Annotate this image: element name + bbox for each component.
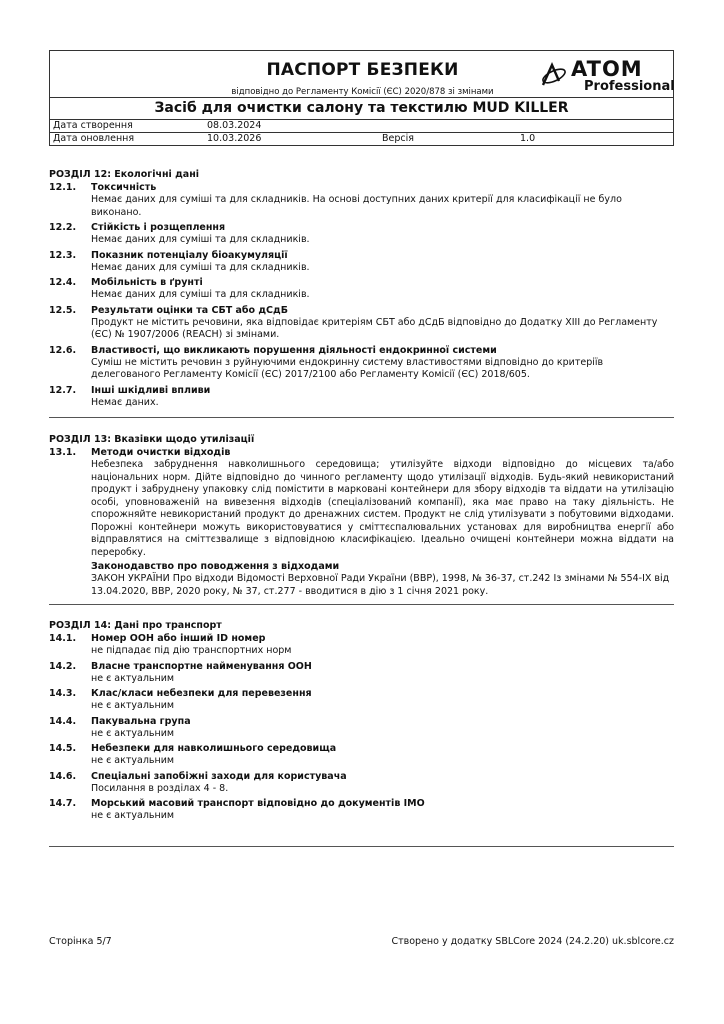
item-title: Результати оцінки та СБТ або дСдБ xyxy=(91,304,288,316)
logo-wordmark: ATOM xyxy=(571,57,643,81)
section-13 xyxy=(49,433,674,598)
item-12-6 xyxy=(49,344,674,382)
product-name: Засіб для очистки салону та текстилю MUD KILLER xyxy=(49,98,674,120)
item-12-1 xyxy=(49,181,674,219)
item-12-7 xyxy=(49,384,674,410)
document-title: ПАСПОРТ БЕЗПЕКИ xyxy=(266,60,459,80)
item-title: Мобільність в ґрунті xyxy=(91,277,203,288)
section-divider xyxy=(49,417,674,418)
item-number: 12.1. xyxy=(49,182,77,193)
section-14 xyxy=(49,619,674,823)
item-title: Спеціальні запобіжні заходи для користувача xyxy=(91,770,347,782)
atom-professional-logo xyxy=(539,57,675,94)
item-14-6 xyxy=(49,770,674,796)
item-number: 12.5. xyxy=(49,304,77,316)
item-title: Морський масовий транспорт відповідно до документів IMO xyxy=(91,798,425,809)
item-text: не є актуальним xyxy=(91,700,175,711)
section-13-title: РОЗДІЛ 13: Вказівки щодо утилізації xyxy=(49,434,255,445)
item-14-4 xyxy=(49,715,674,741)
item-text: не є актуальним xyxy=(91,727,175,739)
legislation-text: ЗАКОН УКРАЇНИ Про відходи Відомості Верховної Ради України (ВВР), 1998, № 36-37, ст.242 Із змінами № 554-IX від 13.04.2020, ВВР, 2020 року, № 37, ст.277 - вводитися в дію з 1 січня 2021 року. xyxy=(91,573,670,597)
item-text: Немає даних для суміші та для складників. xyxy=(91,234,310,245)
item-title: Інші шкідливі впливи xyxy=(91,384,211,396)
item-13-1 xyxy=(49,446,674,598)
item-number: 12.3. xyxy=(49,249,77,261)
item-14-5 xyxy=(49,742,674,768)
updated-date: 10.03.2026 xyxy=(207,133,262,144)
item-number: 14.7. xyxy=(49,798,77,809)
document-header xyxy=(49,50,674,98)
created-label: Дата створення xyxy=(53,120,133,131)
document-meta-table xyxy=(49,120,674,146)
item-text: Немає даних для суміші та для складників. xyxy=(91,261,310,273)
item-number: 14.1. xyxy=(49,633,77,644)
item-number: 14.6. xyxy=(49,770,77,782)
created-with-note: Створено у додатку SBLCore 2024 (24.2.20) uk.sblcore.cz xyxy=(391,936,674,947)
item-text: Суміш не містить речовин з руйнуючими ендокринну систему властивостями відповідно до критеріїв делегованого Регламенту Комісії (ЄС) 2017/2100 або Регламенту Комісії (ЄС) 2018/605. xyxy=(91,356,604,380)
legislation-title: Законодавство про поводження з відходами xyxy=(91,561,340,572)
item-number: 12.4. xyxy=(49,277,77,288)
item-title: Небезпеки для навколишнього середовища xyxy=(91,743,337,754)
item-text: не є актуальним xyxy=(91,672,175,684)
item-number: 14.3. xyxy=(49,688,77,699)
meta-row-created xyxy=(50,120,673,132)
item-text: Немає даних для суміші та для складників. xyxy=(91,289,310,300)
section-12 xyxy=(49,168,674,409)
item-number: 13.1. xyxy=(49,447,77,458)
item-12-2 xyxy=(49,221,674,247)
item-title: Пакувальна група xyxy=(91,715,191,727)
item-12-4 xyxy=(49,276,674,302)
item-number: 12.6. xyxy=(49,344,77,356)
meta-row-updated xyxy=(50,132,673,145)
version-label: Версія xyxy=(382,133,414,144)
item-number: 14.4. xyxy=(49,715,77,727)
item-title: Методи очистки відходів xyxy=(91,447,231,458)
item-14-1 xyxy=(49,632,674,658)
item-text: не підпадає під дію транспортних норм xyxy=(91,645,292,656)
item-14-2 xyxy=(49,660,674,686)
item-number: 14.2. xyxy=(49,660,77,672)
item-title: Номер ООН або інший ID номер xyxy=(91,633,266,644)
item-title: Власне транспортне найменування ООН xyxy=(91,660,312,672)
created-date: 08.03.2024 xyxy=(207,120,262,131)
item-text: Немає даних для суміші та для складників. На основі доступних даних критерії для класифікації не було виконано. xyxy=(91,194,622,218)
item-title: Стійкість і розщеплення xyxy=(91,222,226,233)
item-text: Продукт не містить речовини, яка відповідає критеріям СБТ або дСдБ відповідно до Додатку XIII до Регламенту (ЄС) № 1907/2006 (REACH) зі змінами. xyxy=(91,316,658,340)
item-title: Показник потенціалу біоакумуляції xyxy=(91,249,288,261)
section-divider xyxy=(49,846,674,847)
item-text: Небезпека забруднення навколишнього середовища; утилізуйте відходи відповідно до місцевих та/або національних норм. Дійте відповідно до чинного регламенту щодо утилізації відходів. Будь-який невикористаний продукт і забруднену упаковку слід помістити в марковані контейнери для збору відходів та віддати на утилізацію особі, уповноваженій на вивезення відходів (спеціалізований компанії), яка має право на таку діяльність. Не спорожняйте невикористаний продукт до дренажних систем. Продукт не слід утилізувати з побутовими відходами. Порожні контейнери можуть використовуватися у сміттєспалювальних установах для виробництва енергії або відправлятися на сміттєзвалище з відповідною класифікацією. Ідеально очищені контейнери можна віддати на переробку. xyxy=(91,459,674,558)
atom-logo-icon xyxy=(539,59,569,89)
item-number: 12.2. xyxy=(49,222,77,233)
item-12-3 xyxy=(49,249,674,275)
section-14-title: РОЗДІЛ 14: Дані про транспорт xyxy=(49,620,222,631)
item-14-3 xyxy=(49,687,674,713)
item-number: 12.7. xyxy=(49,384,77,396)
item-text: Немає даних. xyxy=(91,396,159,408)
item-number: 14.5. xyxy=(49,743,77,754)
item-text: не є актуальним xyxy=(91,810,175,821)
sds-page xyxy=(49,50,674,146)
item-title: Клас/класи небезпеки для перевезення xyxy=(91,688,312,699)
item-text: не є актуальним xyxy=(91,755,175,766)
version-value: 1.0 xyxy=(520,133,536,144)
item-14-7 xyxy=(49,797,674,823)
section-12-title: РОЗДІЛ 12: Екологічні дані xyxy=(49,169,200,180)
item-12-5 xyxy=(49,304,674,342)
section-divider xyxy=(49,604,674,605)
logo-subtitle: Professional xyxy=(584,79,675,94)
page-number: Сторінка 5/7 xyxy=(49,936,112,947)
item-title: Властивості, що викликають порушення діяльності ендокринної системи xyxy=(91,344,497,356)
updated-label: Дата оновлення xyxy=(53,133,135,144)
document-subtitle: відповідно до Регламенту Комісії (ЄС) 2020/878 зі змінами xyxy=(231,87,494,97)
item-title: Токсичність xyxy=(91,182,157,193)
item-text: Посилання в розділах 4 - 8. xyxy=(91,782,229,794)
